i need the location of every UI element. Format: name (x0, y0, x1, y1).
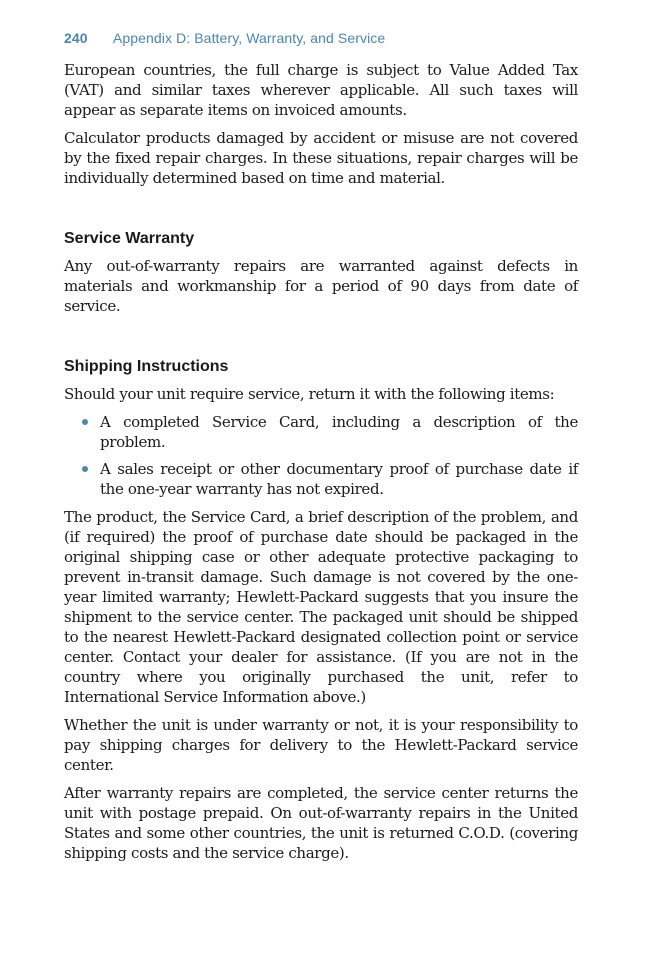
section-heading-service-warranty: Service Warranty (64, 230, 195, 247)
shipping-lead-paragraph: Should your unit require service, return it with the following items: (64, 385, 555, 403)
intro-paragraph-vat: European countries, the full charge is subject to Value Added Tax (VAT) and similar taxes wherever applicable. All such taxes will appear as separate items on invoiced amounts. (64, 61, 578, 119)
shipping-paragraph-packaging: The product, the Service Card, a brief description of the problem, and (if required) the proof of purchase date should be packaged in the original shipping case or other adequate protective packaging to prevent in-transit damage. Such damage is not covered by the one-year limited warranty; Hewlett-Packard suggests that you insure the shipment to the service center. The packaged unit should be shipped to the nearest Hewlett-Packard designated collection point or service center. Contact your dealer for assistance. (If you are not in the country where you originally purchased the unit, refer to International Service Information above.) (64, 508, 578, 706)
list-item (64, 459, 578, 499)
intro-paragraph-damage: Calculator products damaged by accident or misuse are not covered by the fixed repair charges. In these situations, repair charges will be individually determined based on time and material. (64, 129, 578, 187)
list-item-text: A sales receipt or other documentary proof of purchase date if the one-year warranty has not expired. (100, 460, 578, 498)
service-warranty-paragraph: Any out-of-warranty repairs are warranted against defects in materials and workmanship for a period of 90 days from date of service. (64, 257, 578, 315)
document-page (64, 30, 578, 871)
chapter-title: Appendix D: Battery, Warranty, and Service (112, 30, 386, 46)
bullet-icon (82, 419, 88, 425)
shipping-paragraph-return: After warranty repairs are completed, the service center returns the unit with postage prepaid. On out-of-warranty repairs in the United States and some other countries, the unit is returned C.O.D. (covering shipping costs and the service charge). (64, 784, 578, 862)
bullet-icon (82, 466, 88, 472)
list-item (64, 412, 578, 452)
section-heading-shipping-instructions: Shipping Instructions (64, 358, 229, 375)
shipping-items-list (64, 412, 578, 499)
shipping-paragraph-charges: Whether the unit is under warranty or not, it is your responsibility to pay shipping charges for delivery to the Hewlett-Packard service center. (64, 716, 578, 774)
page-number: 240 (64, 30, 88, 46)
running-header (64, 30, 578, 46)
list-item-text: A completed Service Card, including a description of the problem. (100, 413, 578, 451)
